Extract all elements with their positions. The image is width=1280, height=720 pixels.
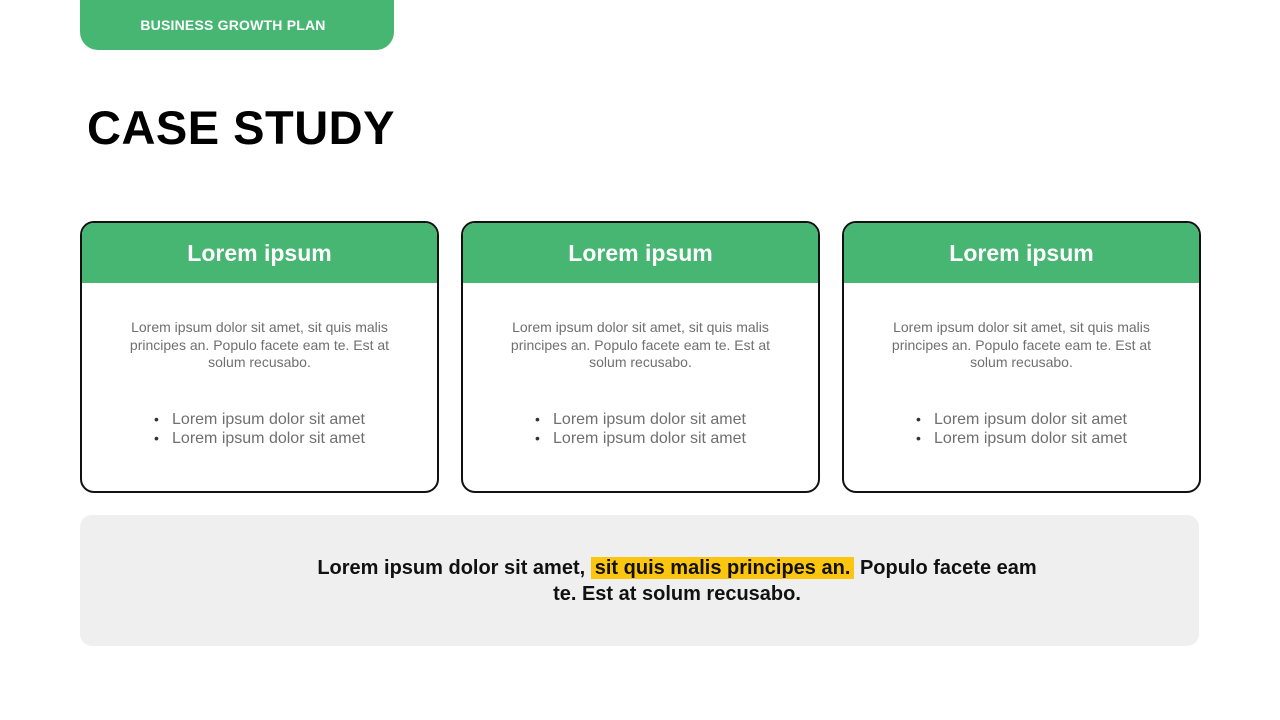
list-item: • Lorem ipsum dolor sit amet (535, 410, 746, 429)
list-item: • Lorem ipsum dolor sit amet (916, 429, 1127, 448)
summary-text-start: Lorem ipsum dolor sit amet, (317, 557, 586, 579)
section-tab-label: BUSINESS GROWTH PLAN (140, 17, 326, 33)
card-bullet-list (463, 410, 818, 448)
list-item: • Lorem ipsum dolor sit amet (535, 429, 746, 448)
card-header (463, 223, 818, 283)
info-card-1 (80, 221, 439, 493)
summary-panel (80, 515, 1199, 646)
page-title: CASE STUDY (87, 101, 395, 154)
card-bullet-list (82, 410, 437, 448)
card-description: Lorem ipsum dolor sit amet, sit quis malis principes an. Populo facete eam te. Est at solum recusabo. (129, 319, 390, 370)
card-heading: Lorem ipsum (568, 239, 713, 266)
summary-highlight: sit quis malis principes an. (591, 557, 855, 579)
card-header (844, 223, 1199, 283)
card-bullet-list (844, 410, 1199, 448)
list-item: • Lorem ipsum dolor sit amet (154, 410, 365, 429)
card-heading: Lorem ipsum (949, 239, 1094, 266)
list-item: • Lorem ipsum dolor sit amet (154, 429, 365, 448)
card-description: Lorem ipsum dolor sit amet, sit quis malis principes an. Populo facete eam te. Est at solum recusabo. (891, 319, 1152, 370)
info-card-2 (461, 221, 820, 493)
card-header (82, 223, 437, 283)
card-heading: Lorem ipsum (187, 239, 332, 266)
section-tab (80, 0, 394, 50)
summary-text (310, 555, 1044, 607)
info-card-3 (842, 221, 1201, 493)
list-item: • Lorem ipsum dolor sit amet (916, 410, 1127, 429)
card-description: Lorem ipsum dolor sit amet, sit quis malis principes an. Populo facete eam te. Est at solum recusabo. (510, 319, 771, 370)
summary-text-end: Populo facete eam te. Est at solum recusabo. (553, 557, 1037, 605)
